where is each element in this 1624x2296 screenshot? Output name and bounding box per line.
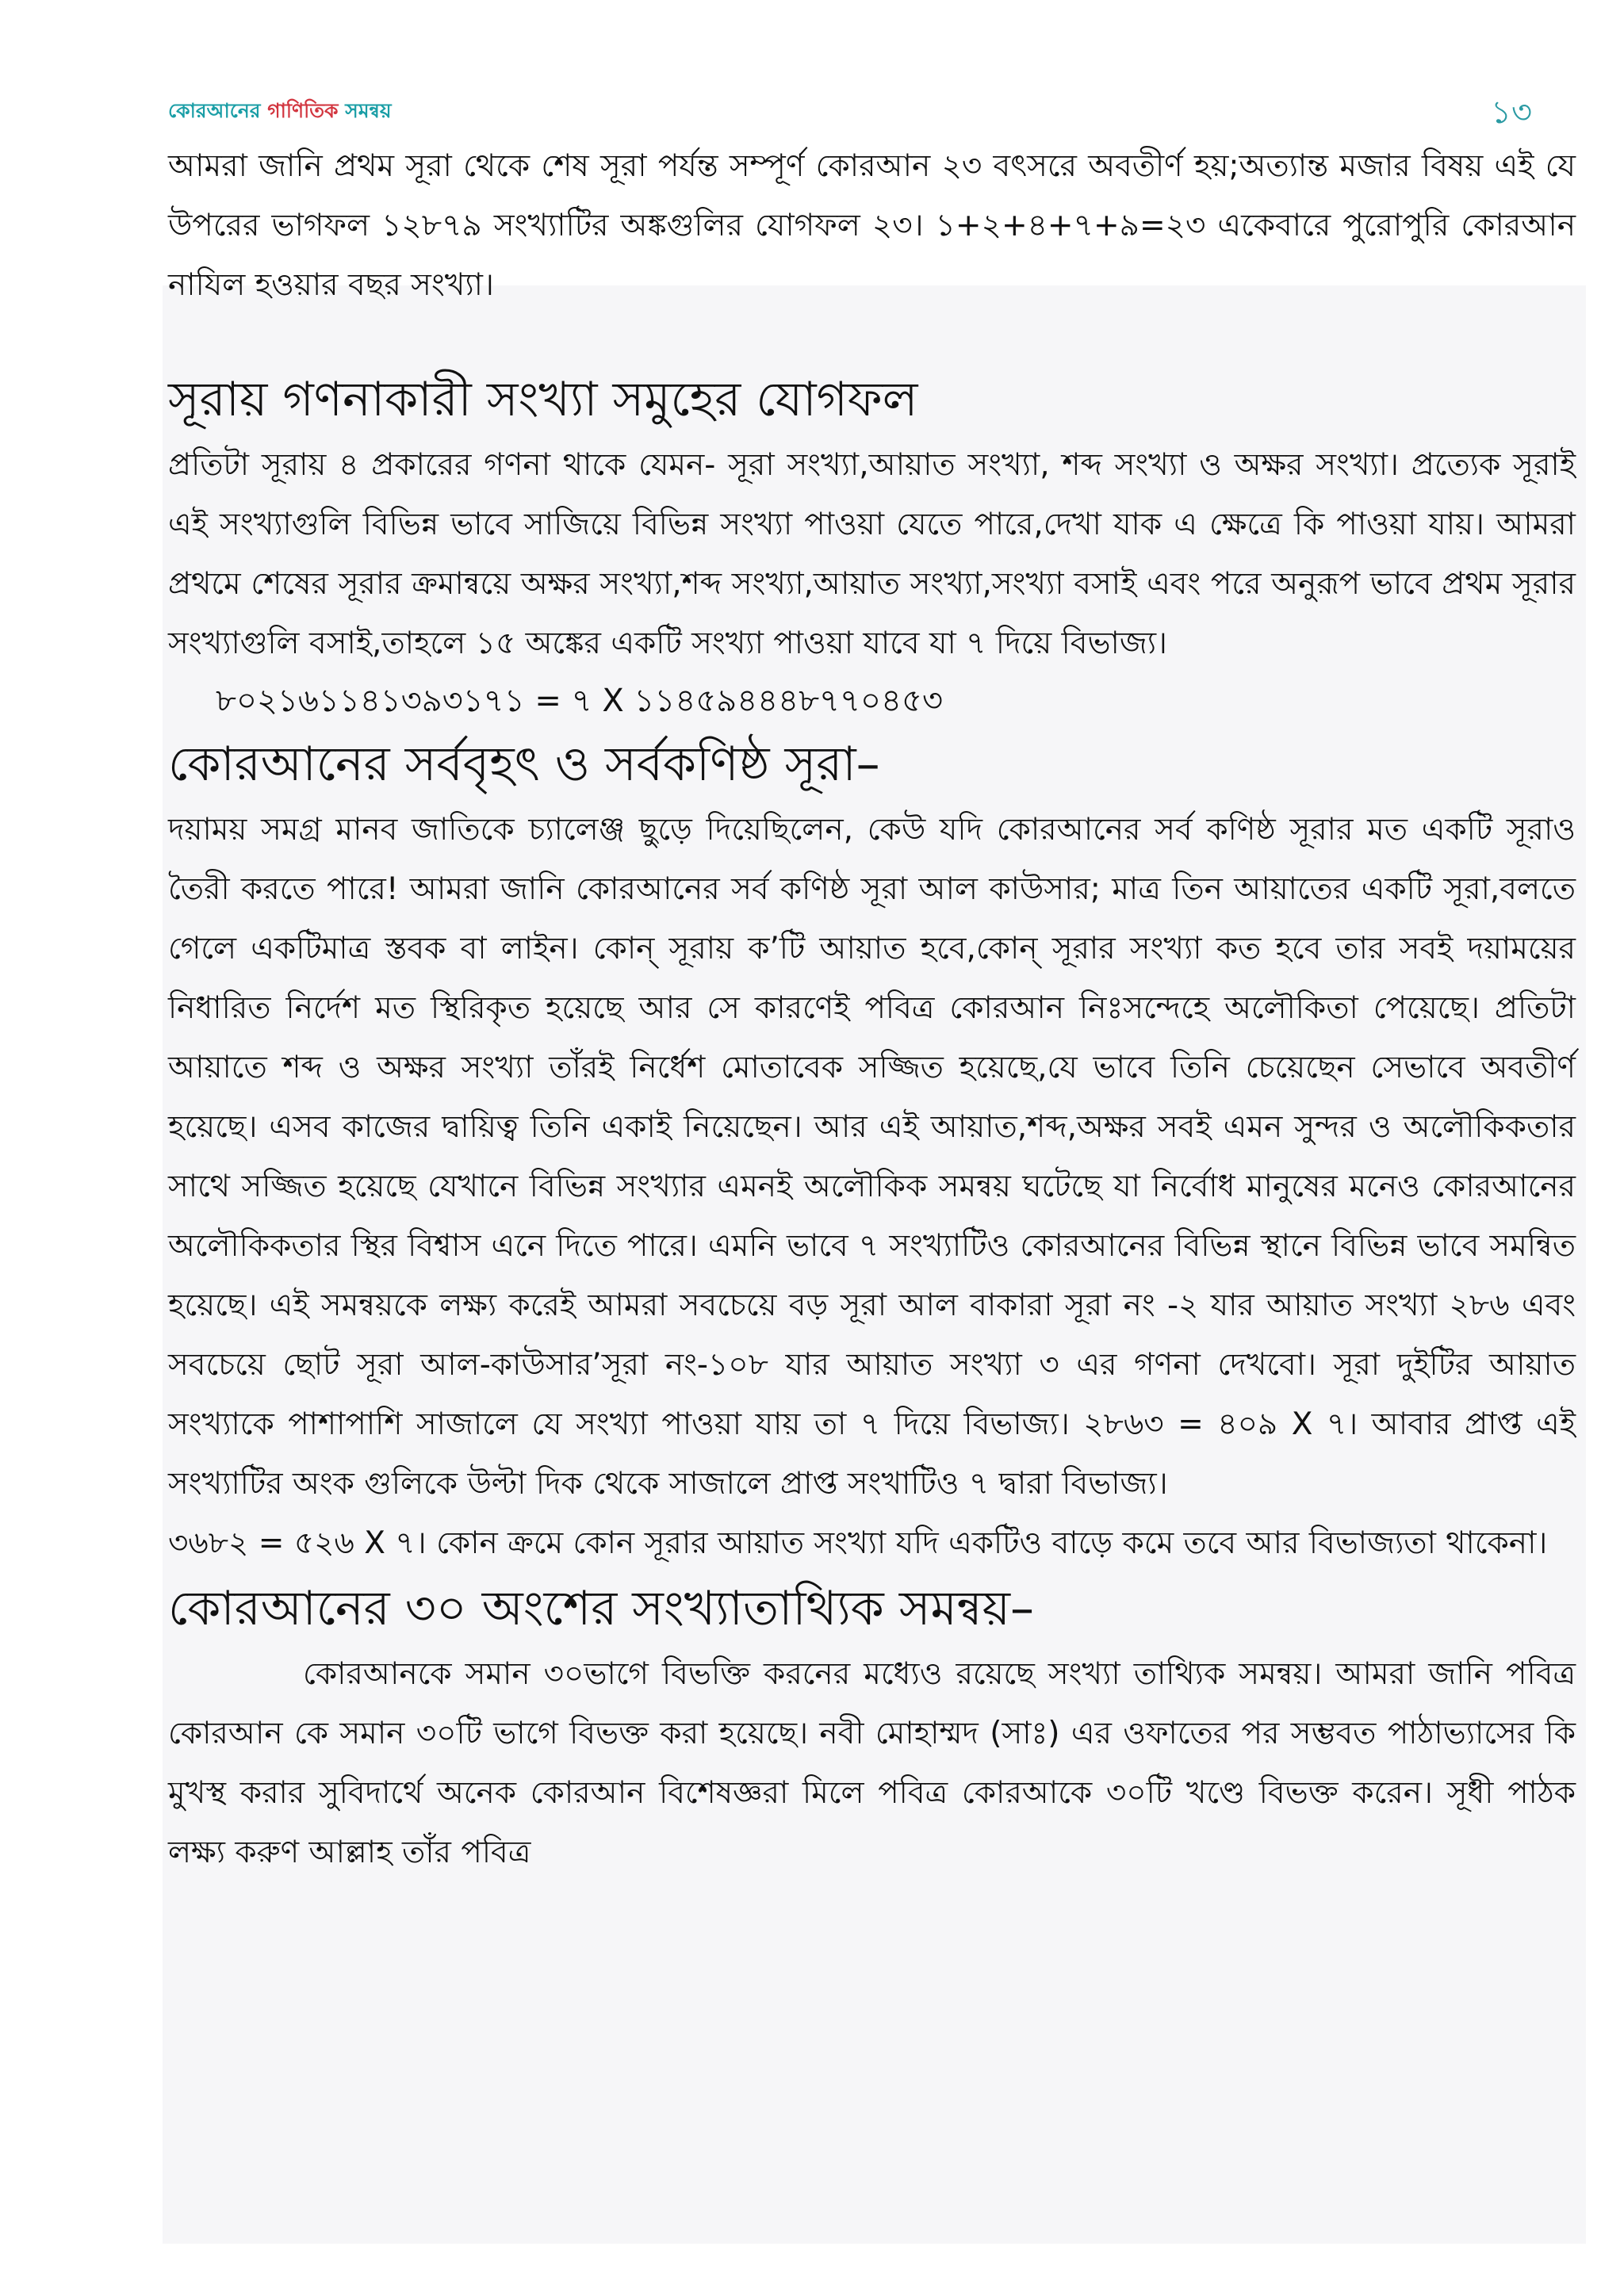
section-heading-sum-of-counts: সূরায় গণনাকারী সংখ্যা সমুহের যোগফল bbox=[168, 372, 918, 427]
page-body bbox=[168, 136, 1576, 1882]
divisibility-equation: ৮০২১৬১১৪১৩৯৩১৭১ = ৭ X ১১৪৫৯৪৪৪৮৭৭০৪৫৩ bbox=[216, 683, 943, 719]
section-heading-thirty-parts: কোরআনের ৩০ অংশের সংখ্যাতাথ্যিক সমন্বয়– bbox=[168, 1581, 1034, 1636]
running-head-part1: কোরআনের bbox=[168, 99, 268, 122]
section-paragraph-sum-of-counts: প্রতিটা সূরায় ৪ প্রকারের গণনা থাকে যেমন- সূরা সংখ্যা,আয়াত সংখ্যা, শব্দ সংখ্যা ও অক্ষর সংখ্যা। প্রত্যেক সূরাই এই সংখ্যাগুলি বিভিন্ন ভাবে সাজিয়ে বিভিন্ন সংখ্যা পাওয়া যেতে পারে,দেখা যাক এ ক্ষেত্রে কি পাওয়া যায়। আমরা প্রথমে শেষের সূরার ক্রমান্বয়ে অক্ষর সংখ্যা,শব্দ সংখ্যা,আয়াত সংখ্যা,সংখ্যা বসাই এবং পরে অনুরূপ ভাবে প্রথম সূরার সংখ্যাগুলি বসাই,তাহলে ১৫ অঙ্কের একটি সংখ্যা পাওয়া যাবে যা ৭ দিয়ে বিভাজ্য। bbox=[168, 447, 1576, 661]
section-paragraph-reverse-number: ৩৬৮২ = ৫২৬ X ৭। কোন ক্রমে কোন সূরার আয়াত সংখ্যা যদি একটিও বাড়ে কমে তবে আর বিভাজ্যতা থাকেনা। bbox=[168, 1525, 1548, 1561]
section-paragraph-thirty-parts: কোরআনকে সমান ৩০ভাগে বিভক্তি করনের মধ্যেও রয়েছে সংখ্যা তাথ্যিক সমন্বয়। আমরা জানি পবিত্র কোরআন কে সমান ৩০টি ভাগে বিভক্ত করা হয়েছে। নবী মোহাম্মদ (সাঃ) এর ওফাতের পর সম্ভবত পাঠাভ্যাসের কি মুখস্থ করার সুবিদার্থে অনেক কোরআন বিশেষজ্ঞরা মিলে পবিত্র কোরআকে ৩০টি খণ্ডে বিভক্ত করেন। সূধী পাঠক লক্ষ্য করুণ আল্লাহ তাঁর পবিত্র bbox=[168, 1656, 1576, 1870]
running-head bbox=[168, 95, 392, 129]
section-paragraph-largest-smallest-sura: দয়াময় সমগ্র মানব জাতিকে চ্যালেঞ্জ ছুড়ে দিয়েছিলেন, কেউ যদি কোরআনের সর্ব কণিষ্ঠ সূরার মত একটি সূরাও তৈরী করতে পারে! আমরা জানি কোরআনের সর্ব কণিষ্ঠ সূরা আল কাউসার; মাত্র তিন আয়াতের একটি সূরা,বলতে গেলে একটিমাত্র স্তবক বা লাইন। কোন্ সূরায় ক’টি আয়াত হবে,কোন্ সূরার সংখ্যা কত হবে তার সবই দয়াময়ের নিধারিত নির্দেশ মত স্থিরিকৃত হয়েছে আর সে কারণেই পবিত্র কোরআন নিঃসন্দেহে অলৌকিতা পেয়েছে। প্রতিটা আয়াতে শব্দ ও অক্ষর সংখ্যা তাঁরই নির্ধেশ মোতাবেক সজ্জিত হয়েছে,যে ভাবে তিনি চেয়েছেন সেভাবে অবতীর্ণ হয়েছে। এসব কাজের দ্বায়িত্ব তিনি একাই নিয়েছেন। আর এই আয়াত,শব্দ,অক্ষর সবই এমন সুন্দর ও অলৌকিকতার সাথে সজ্জিত হয়েছে যেখানে বিভিন্ন সংখ্যার এমনই অলৌকিক সমন্বয় ঘটেছে যা নির্বোধ মানুষের মনেও কোরআনের অলৌকিকতার স্থির বিশ্বাস এনে দিতে পারে। এমনি ভাবে ৭ সংখ্যাটিও কোরআনের বিভিন্ন স্থানে বিভিন্ন ভাবে সমন্বিত হয়েছে। এই সমন্বয়কে লক্ষ্য করেই আমরা সবচেয়ে বড় সূরা আল বাকারা সূরা নং -২ যার আয়াত সংখ্যা ২৮৬ এবং সবচেয়ে ছোট সূরা আল-কাউসার’সূরা নং-১০৮ যার আয়াত সংখ্যা ৩ এর গণনা দেখবো। সূরা দুইটির আয়াত সংখ্যাকে পাশাপাশি সাজালে যে সংখ্যা পাওয়া যায় তা ৭ দিয়ে বিভাজ্য। ২৮৬৩ = ৪০৯ X ৭। আবার প্রাপ্ত এই সংখ্যাটির অংক গুলিকে উল্টা দিক থেকে সাজালে প্রাপ্ত সংখাটিও ৭ দ্বারা বিভাজ্য। bbox=[168, 812, 1576, 1502]
section-spacer bbox=[168, 315, 1576, 364]
page-number: ১৩ bbox=[1491, 94, 1532, 131]
running-head-part2: গাণিতিক bbox=[267, 99, 346, 122]
running-head-part3: সমন্বয় bbox=[345, 99, 392, 122]
intro-paragraph: আমরা জানি প্রথম সূরা থেকে শেষ সূরা পর্যন্ত সম্পূর্ণ কোরআন ২৩ বৎসরে অবতীর্ণ হয়;অত্যান্ত মজার বিষয় এই যে উপরের ভাগফল ১২৮৭৯ সংখ্যাটির অঙ্কগুলির যোগফল ২৩। ১+২+৪+৭+৯=২৩ একেবারে পুরোপুরি কোরআন নাযিল হওয়ার বছর সংখ্যা। bbox=[168, 148, 1576, 303]
section-heading-largest-smallest-sura: কোরআনের সর্ববৃহৎ ও সর্বকণিষ্ঠ সূরা– bbox=[168, 737, 880, 792]
